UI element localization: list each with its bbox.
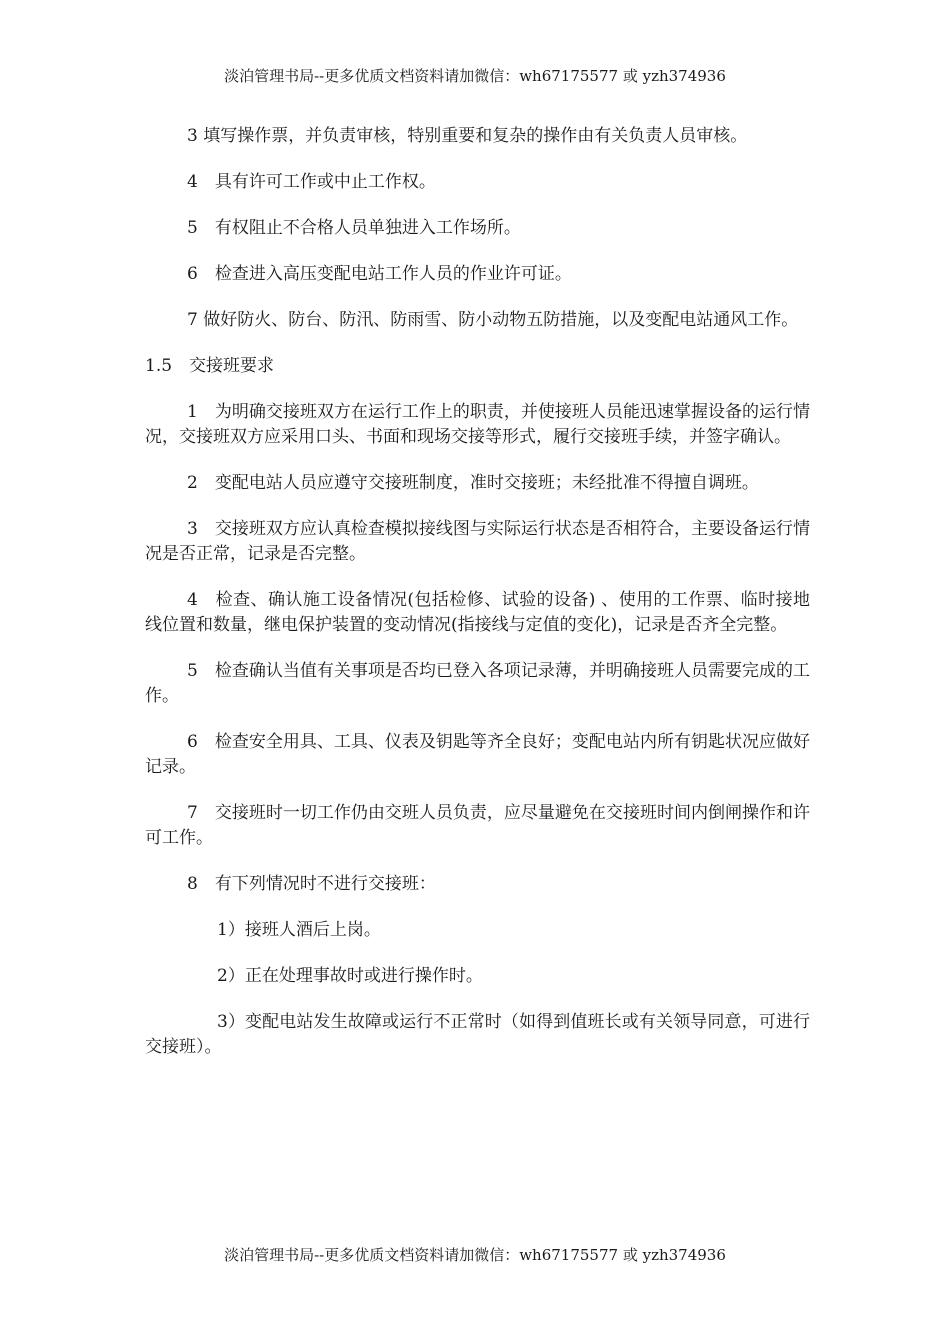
handover-item-7: 7 交接班时一切工作仍由交班人员负责，应尽量避免在交接班时间内倒闸操作和许可工作。 (145, 803, 810, 848)
handover-item-5: 5 检查确认当值有关事项是否均已登入各项记录薄，并明确接班人员需要完成的工作。 (145, 661, 810, 706)
handover-item-6: 6 检查安全用具、工具、仪表及钥匙等齐全良好；变配电站内所有钥匙状况应做好记录。 (145, 732, 810, 777)
paragraph-item-7: 7 做好防火、防台、防汛、防雨雪、防小动物五防措施，以及变配电站通风工作。 (187, 310, 799, 330)
paragraph-item-6: 6 检查进入高压变配电站工作人员的作业许可证。 (187, 264, 572, 284)
handover-item-3: 3 交接班双方应认真检查模拟接线图与实际运行状态是否相符合，主要设备运行情况是否正常，记录是否完整。 (145, 519, 810, 564)
sub-item-3: 3）变配电站发生故障或运行不正常时（如得到值班长或有关领导同意，可进行交接班）。 (145, 1012, 810, 1057)
section-heading: 1.5 交接班要求 (145, 356, 275, 376)
sub-item-1: 1）接班人酒后上岗。 (217, 920, 381, 940)
paragraph-item-4: 4 具有许可工作或中止工作权。 (187, 172, 436, 192)
handover-item-8: 8 有下列情况时不进行交接班： (187, 874, 436, 894)
paragraph-item-3: 3 填写操作票，并负责审核，特别重要和复杂的操作由有关负责人员审核。 (187, 126, 748, 146)
handover-item-2: 2 变配电站人员应遵守交接班制度，准时交接班；未经批准不得擅自调班。 (187, 473, 759, 493)
document-body (145, 124, 810, 1081)
sub-item-2: 2）正在处理事故时或进行操作时。 (217, 966, 483, 986)
handover-item-4: 4 检查、确认施工设备情况(包括检修、试验的设备) 、使用的工作票、临时接地线位置和数量，继电保护装置的变动情况(指接线与定值的变化)，记录是否齐全完整。 (145, 590, 810, 635)
paragraph-item-5: 5 有权阻止不合格人员单独进入工作场所。 (187, 218, 521, 238)
handover-item-1: 1 为明确交接班双方在运行工作上的职责，并使接班人员能迅速掌握设备的运行情况，交接班双方应采用口头、书面和现场交接等形式，履行交接班手续，并签字确认。 (145, 402, 810, 447)
page-header: 淡泊管理书局--更多优质文档资料请加微信：wh67175577 或 yzh374936 (224, 67, 726, 85)
page-footer: 淡泊管理书局--更多优质文档资料请加微信：wh67175577 或 yzh374936 (224, 1246, 726, 1264)
